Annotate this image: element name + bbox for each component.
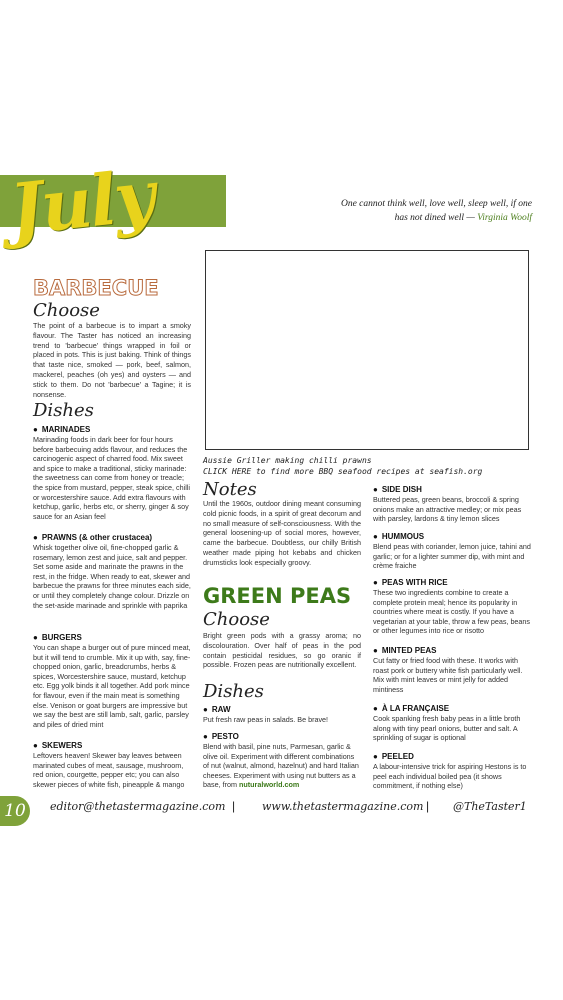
bullet-icon: ● <box>373 752 378 761</box>
item-title: RAW <box>211 705 231 714</box>
peas-item-raw <box>203 704 361 725</box>
green-peas-title: GREEN PEAS <box>203 584 352 608</box>
bullet-icon: ● <box>33 741 38 750</box>
bullet-icon: ● <box>33 533 38 542</box>
peas-choose-text: Bright green pods with a grassy aroma; no discolouration. Over half of peas in the pod contain pesticidal residues, so go oranic if possible. Frozen peas are nutritionally excellent. <box>203 631 361 670</box>
peas-item-pesto <box>203 731 361 790</box>
barbecue-item-prawns <box>33 532 191 610</box>
item-text: Cook spanking fresh baby peas in a little broth along with tiny pearl onions, butter and salt. A sprinkling of sugar is optional <box>373 714 521 743</box>
item-text: Cut fatty or fried food with these. It works with roast pork or buttery white fish particularly well. Mix with mint leaves or mint jelly for added mintiness <box>373 656 523 694</box>
bullet-icon: ● <box>203 732 208 741</box>
footer-separator: | <box>232 799 236 813</box>
peas-item-side-dish <box>373 484 533 524</box>
bullet-icon: ● <box>203 705 208 714</box>
item-text: These two ingredients combine to create a complete protein meal; hence its popularity in countries where meat is costly. If you have a vegetarian at your table, throw a few peas, beans or other legumes into rice or risotto <box>373 588 531 636</box>
bullet-icon: ● <box>373 485 378 494</box>
barbecue-item-skewers <box>33 740 191 789</box>
bullet-icon: ● <box>33 425 38 434</box>
bullet-icon: ● <box>373 704 378 713</box>
item-text: Buttered peas, green beans, broccoli & spring onions make an attractive medley; or mix peas with parsley, lardons & tiny lemon slices <box>373 495 522 524</box>
footer-twitter[interactable]: @TheTaster1 <box>453 800 527 813</box>
caption-link[interactable]: CLICK HERE to find more BBQ seafood recipes at seafish.org <box>203 467 483 476</box>
notes-heading: Notes <box>203 479 257 500</box>
page-number: 10 <box>0 796 30 826</box>
barbecue-title: BARBECUE <box>33 276 159 300</box>
bullet-icon: ● <box>33 633 38 642</box>
item-title: PESTO <box>211 732 239 741</box>
peas-item-minted-peas <box>373 645 533 694</box>
item-title: SKEWERS <box>41 741 83 750</box>
nuturalworld-link[interactable]: nuturalworld.com <box>238 780 300 790</box>
barbecue-choose-text: The point of a barbecue is to impart a smoky flavour. The Taster has noticed an increasing trend to 'barbecue' things wrapped in foil or placed in pots. This is just baking. Think of things that taste nice, smoked — pork, beef, salmon, mackerel, peaches (oh yes) and oysters — and stick to them. Do not 'barbecue' a Tagine; it is nonsense. <box>33 321 191 399</box>
peas-item-peeled <box>373 751 533 791</box>
bullet-icon: ● <box>373 646 378 655</box>
bullet-icon: ● <box>373 532 378 541</box>
item-text: A labour-intensive trick for aspiring Hestons is to peel each individual boiled pea (it shows commitment, if nothing else) <box>373 762 527 791</box>
caption-line: Aussie Griller making chilli prawns <box>203 456 372 465</box>
barbecue-dishes-heading: Dishes <box>33 400 94 421</box>
peas-item-a-la-francaise <box>373 703 533 743</box>
item-title: BURGERS <box>41 633 82 642</box>
item-text: Leftovers heaven! Skewer bay leaves between marinated cubes of meat, sausage, mushroom, red onion, courgette, pepper etc; you can also skewer pieces of white fish, pineapple & mango <box>33 751 185 789</box>
item-title: PEELED <box>381 752 414 761</box>
item-text: Blend peas with coriander, lemon juice, tahini and garlic; or for a lighter summer dip, with mint and crème fraiche <box>373 542 531 571</box>
photo-frame <box>205 250 529 450</box>
item-title: MARINADES <box>41 425 91 434</box>
quote <box>330 197 532 225</box>
footer-website[interactable]: www.thetastermagazine.com <box>262 800 424 813</box>
item-text: Marinading foods in dark beer for four hours before barbecuing adds flavour, and reduces the carcinogenic aspect of charred food. Mix sweet and spice to make a traditional, sticky marinade: the sweetness can come from honey or treacle; the spice from mustard, pepper, steak spice, chilli or worcestershire sauce. Add extra flavours with ketchup, garlic, herbs etc, or sherry, ginger & soy sauce for an Asian feel <box>33 435 190 521</box>
month-title: July <box>6 153 158 252</box>
barbecue-item-marinades <box>33 424 191 521</box>
peas-dishes-heading: Dishes <box>203 681 264 702</box>
peas-item-hummous <box>373 531 533 571</box>
item-title: MINTED PEAS <box>381 646 437 655</box>
barbecue-choose-heading: Choose <box>33 300 100 321</box>
barbecue-item-burgers <box>33 632 191 729</box>
item-title: HUMMOUS <box>381 532 425 541</box>
item-text: You can shape a burger out of pure minced meat, but it will tend to crumble. Mix it up with, say, fine-chopped onion, garlic, breadcrumbs, herbs & spices, Worcestershire sauce, mustard, ketchup etc. Egg yolk binds it all together. Add pork mince for flavour, even if the main meat is something else. Venison or goat burgers are impressive but we say the best are still lamb, salt, garlic, parsley and piles of dried mint <box>33 643 191 729</box>
peas-choose-heading: Choose <box>203 609 270 630</box>
footer-email[interactable]: editor@thetastermagazine.com <box>50 800 226 813</box>
item-text-body: Blend with basil, pine nuts, Parmesan, garlic & olive oil. Experiment with different combinations of nut (walnut, almond, hazelnut) and hard Italian cheeses. Experiment with using nut butters as a base, from <box>203 742 359 790</box>
item-title: PEAS WITH RICE <box>381 578 448 587</box>
photo-caption <box>203 455 533 477</box>
bullet-icon: ● <box>373 578 378 587</box>
item-text <box>203 742 361 790</box>
quote-author: Virginia Woolf <box>477 213 532 223</box>
item-title: PRAWNS (& other crustacea) <box>41 533 153 542</box>
notes-text: Until the 1960s, outdoor dining meant consuming cold picnic foods, in a spirit of great decorum and no small measure of self-consciousness. With the general loosening-up of social mores, however, came the barbecue. Doubtless, our chilly British weather made piping hot kebabs and chicken drumsticks look especially groovy. <box>203 499 361 567</box>
footer-separator: | <box>426 799 430 813</box>
item-title: SIDE DISH <box>381 485 422 494</box>
item-text: Put fresh raw peas in salads. Be brave! <box>203 715 329 724</box>
quote-text: One cannot think well, love well, sleep well, if one has not dined well — <box>340 199 532 223</box>
peas-item-peas-with-rice <box>373 577 533 636</box>
item-text: Whisk together olive oil, fine-chopped garlic & rosemary, lemon zest and juice, salt and pepper. Set some aside and marinate the prawns in the rest, in the fridge. When ready to eat, skewer and barbecue the prawns for three minutes each side, or until they completely change colour. Drizzle on the set-aside marinade and sprinkle with paprika <box>33 543 191 610</box>
item-title: À LA FRANÇAISE <box>381 704 450 713</box>
